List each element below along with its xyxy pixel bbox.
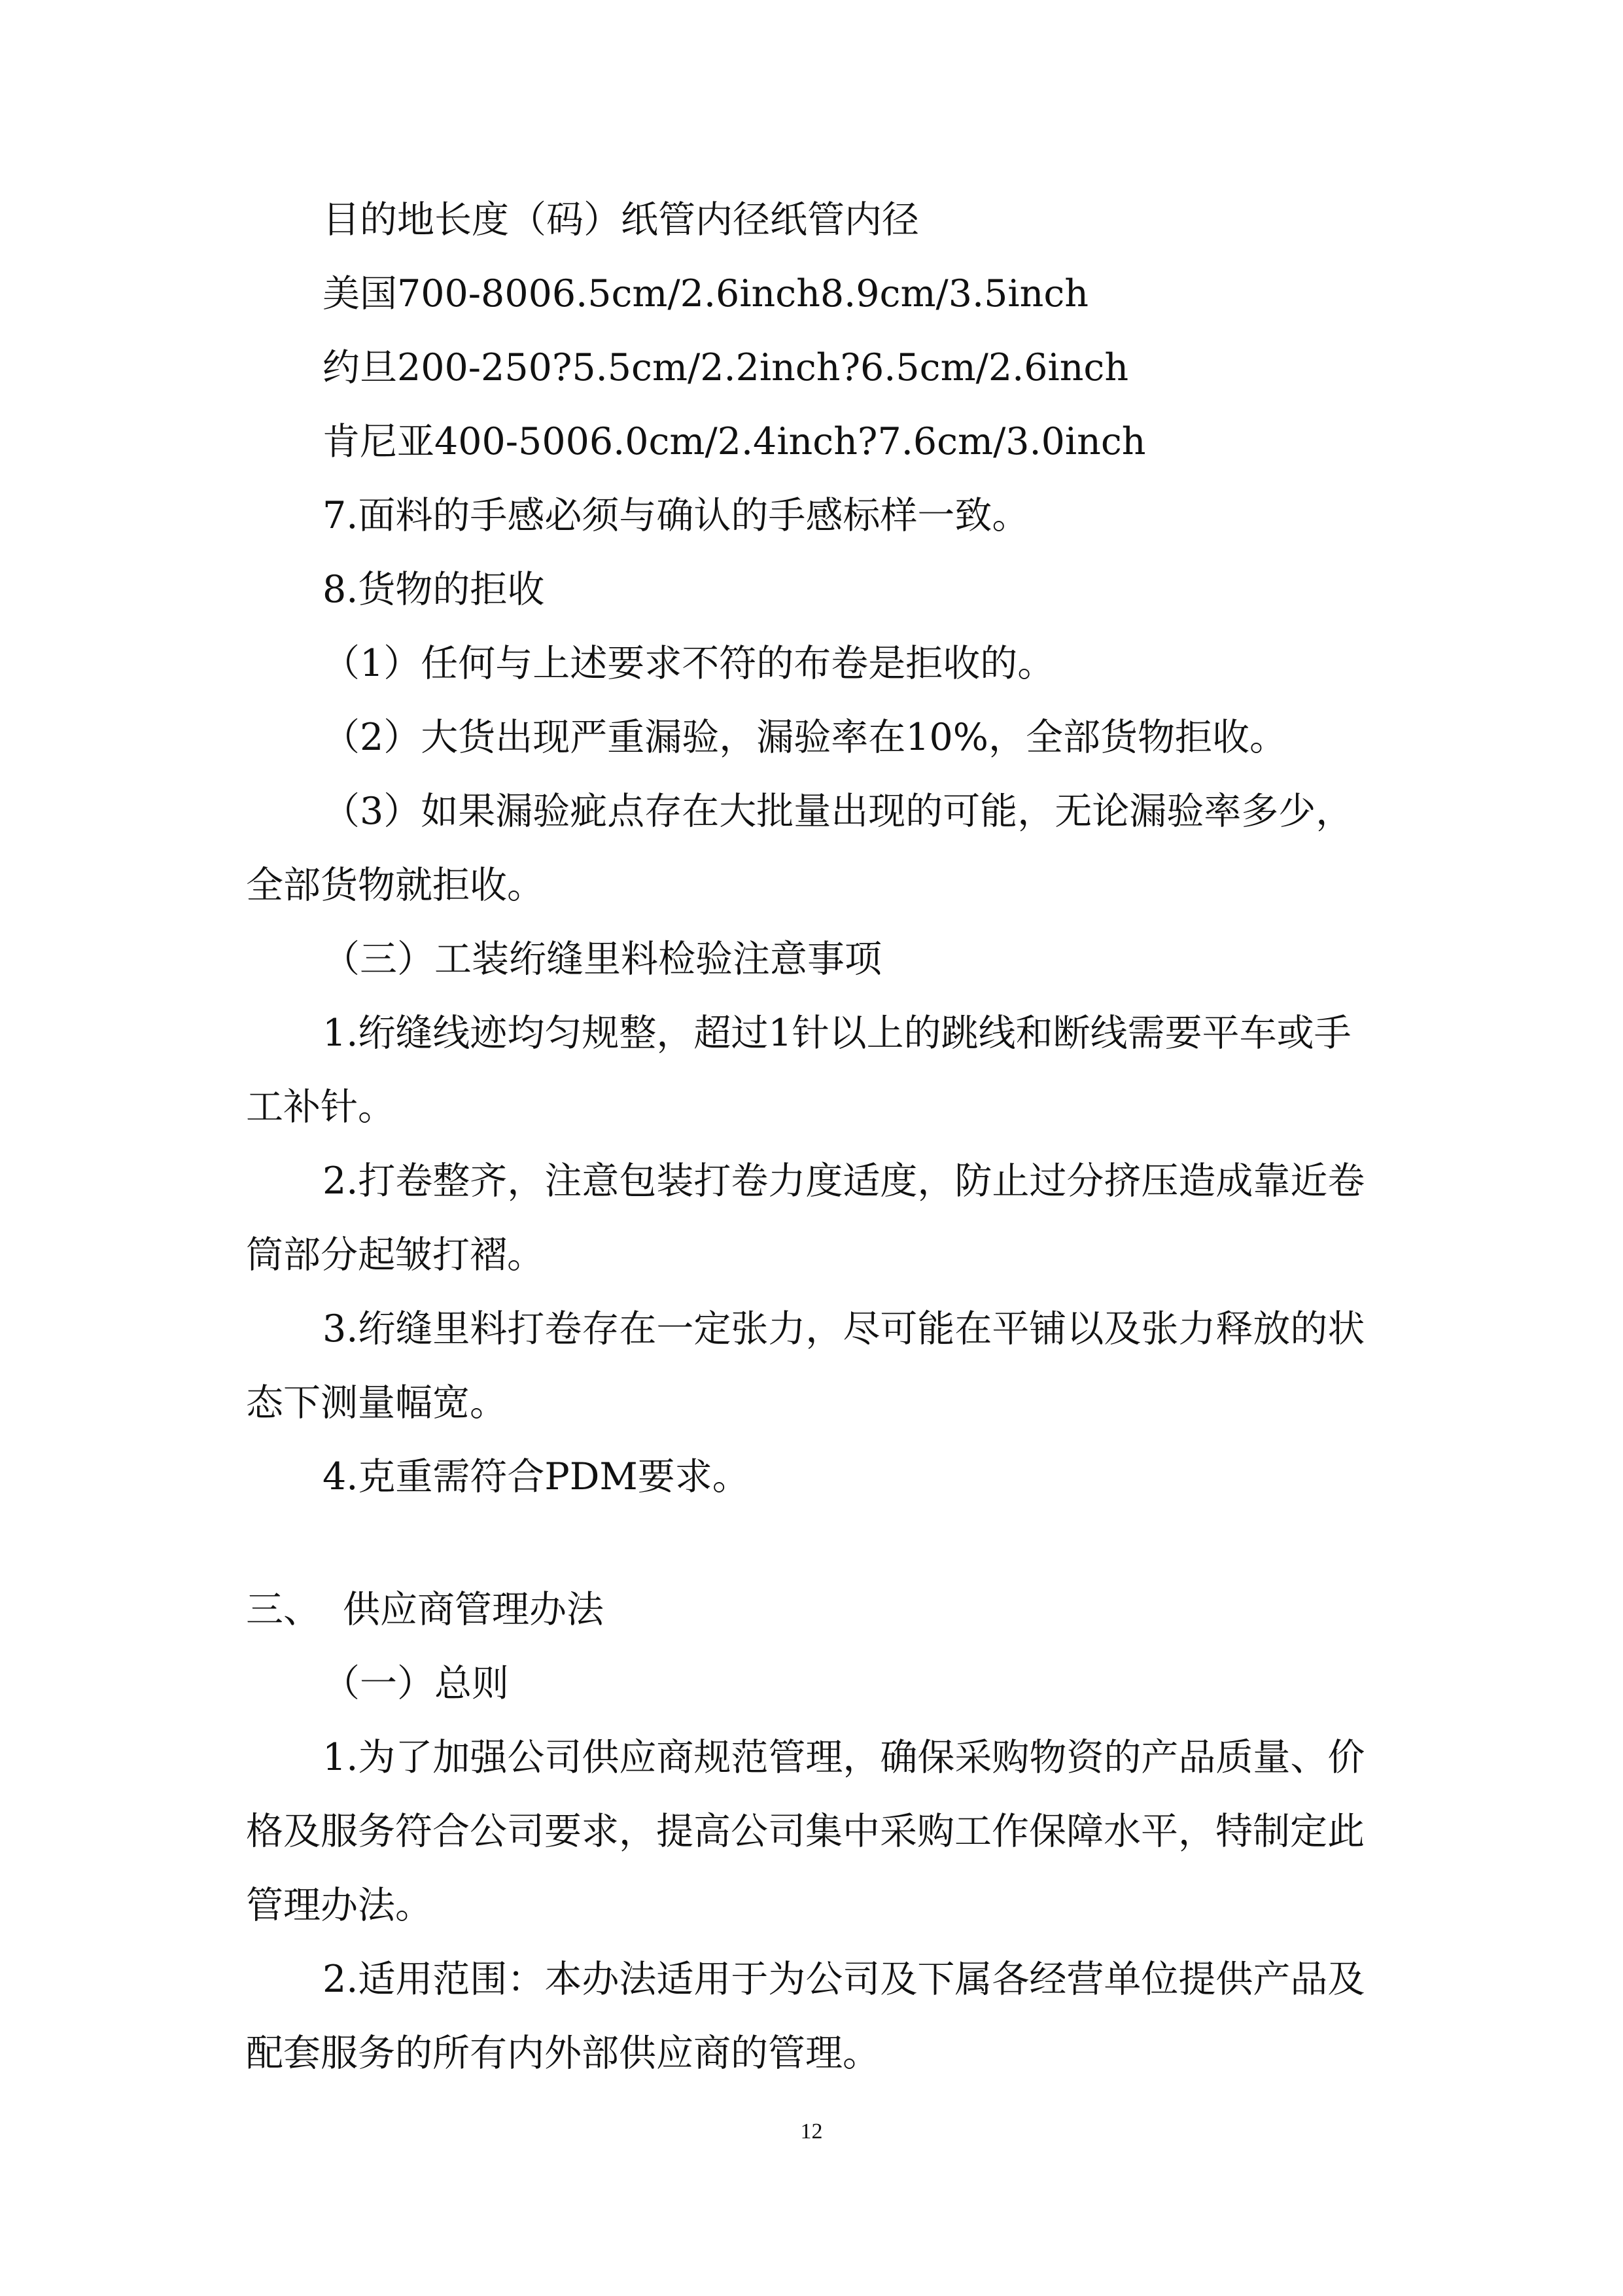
paragraph-quilting-3-cont: 态下测量幅宽。: [246, 1381, 507, 1424]
table-header-line: 目的地长度（码）纸管内径纸管内径: [323, 198, 919, 241]
paragraph-rejection-3: （3）如果漏验疵点存在大批量出现的可能，无论漏验率多少，: [323, 790, 1353, 833]
paragraph-general-1-end: 管理办法。: [246, 1884, 432, 1927]
section-heading-quilting: （三）工装绗缝里料检验注意事项: [323, 938, 882, 981]
paragraph-general-2: 2.适用范围：本办法适用于为公司及下属各经营单位提供产品及: [323, 1958, 1365, 2001]
paragraph-rejection-title: 8.货物的拒收: [323, 568, 545, 611]
paragraph-hand-feel: 7.面料的手感必须与确认的手感标样一致。: [323, 494, 1030, 537]
paragraph-rejection-1: （1）任何与上述要求不符的布卷是拒收的。: [323, 642, 1055, 685]
page-number: 12: [800, 2119, 823, 2144]
table-row-jordan: 约旦200-250?5.5cm/2.2inch?6.5cm/2.6inch: [323, 346, 1129, 389]
table-row-kenya: 肯尼亚400-5006.0cm/2.4inch?7.6cm/3.0inch: [323, 420, 1146, 463]
chapter-number: 三、: [246, 1588, 321, 1631]
paragraph-rejection-3-cont: 全部货物就拒收。: [246, 864, 544, 907]
section-heading-general: （一）总则: [323, 1662, 509, 1705]
paragraph-quilting-2: 2.打卷整齐，注意包装打卷力度适度，防止过分挤压造成靠近卷: [323, 1159, 1365, 1203]
paragraph-quilting-3: 3.绗缝里料打卷存在一定张力，尽可能在平铺以及张力释放的状: [323, 1307, 1365, 1351]
paragraph-quilting-1-cont: 工补针。: [246, 1086, 395, 1129]
paragraph-general-2-cont: 配套服务的所有内外部供应商的管理。: [246, 2032, 880, 2075]
paragraph-quilting-2-cont: 筒部分起皱打褶。: [246, 1233, 544, 1277]
paragraph-general-1-cont: 格及服务符合公司要求，提高公司集中采购工作保障水平，特制定此: [246, 1810, 1365, 1853]
paragraph-general-1: 1.为了加强公司供应商规范管理，确保采购物资的产品质量、价: [323, 1736, 1365, 1779]
chapter-title: 供应商管理办法: [343, 1588, 604, 1631]
paragraph-quilting-4: 4.克重需符合PDM要求。: [323, 1455, 750, 1498]
paragraph-rejection-2: （2）大货出现严重漏验，漏验率在10%，全部货物拒收。: [323, 716, 1287, 759]
table-row-usa: 美国700-8006.5cm/2.6inch8.9cm/3.5inch: [323, 272, 1089, 315]
paragraph-quilting-1: 1.绗缝线迹均匀规整，超过1针以上的跳线和断线需要平车或手: [323, 1012, 1352, 1055]
